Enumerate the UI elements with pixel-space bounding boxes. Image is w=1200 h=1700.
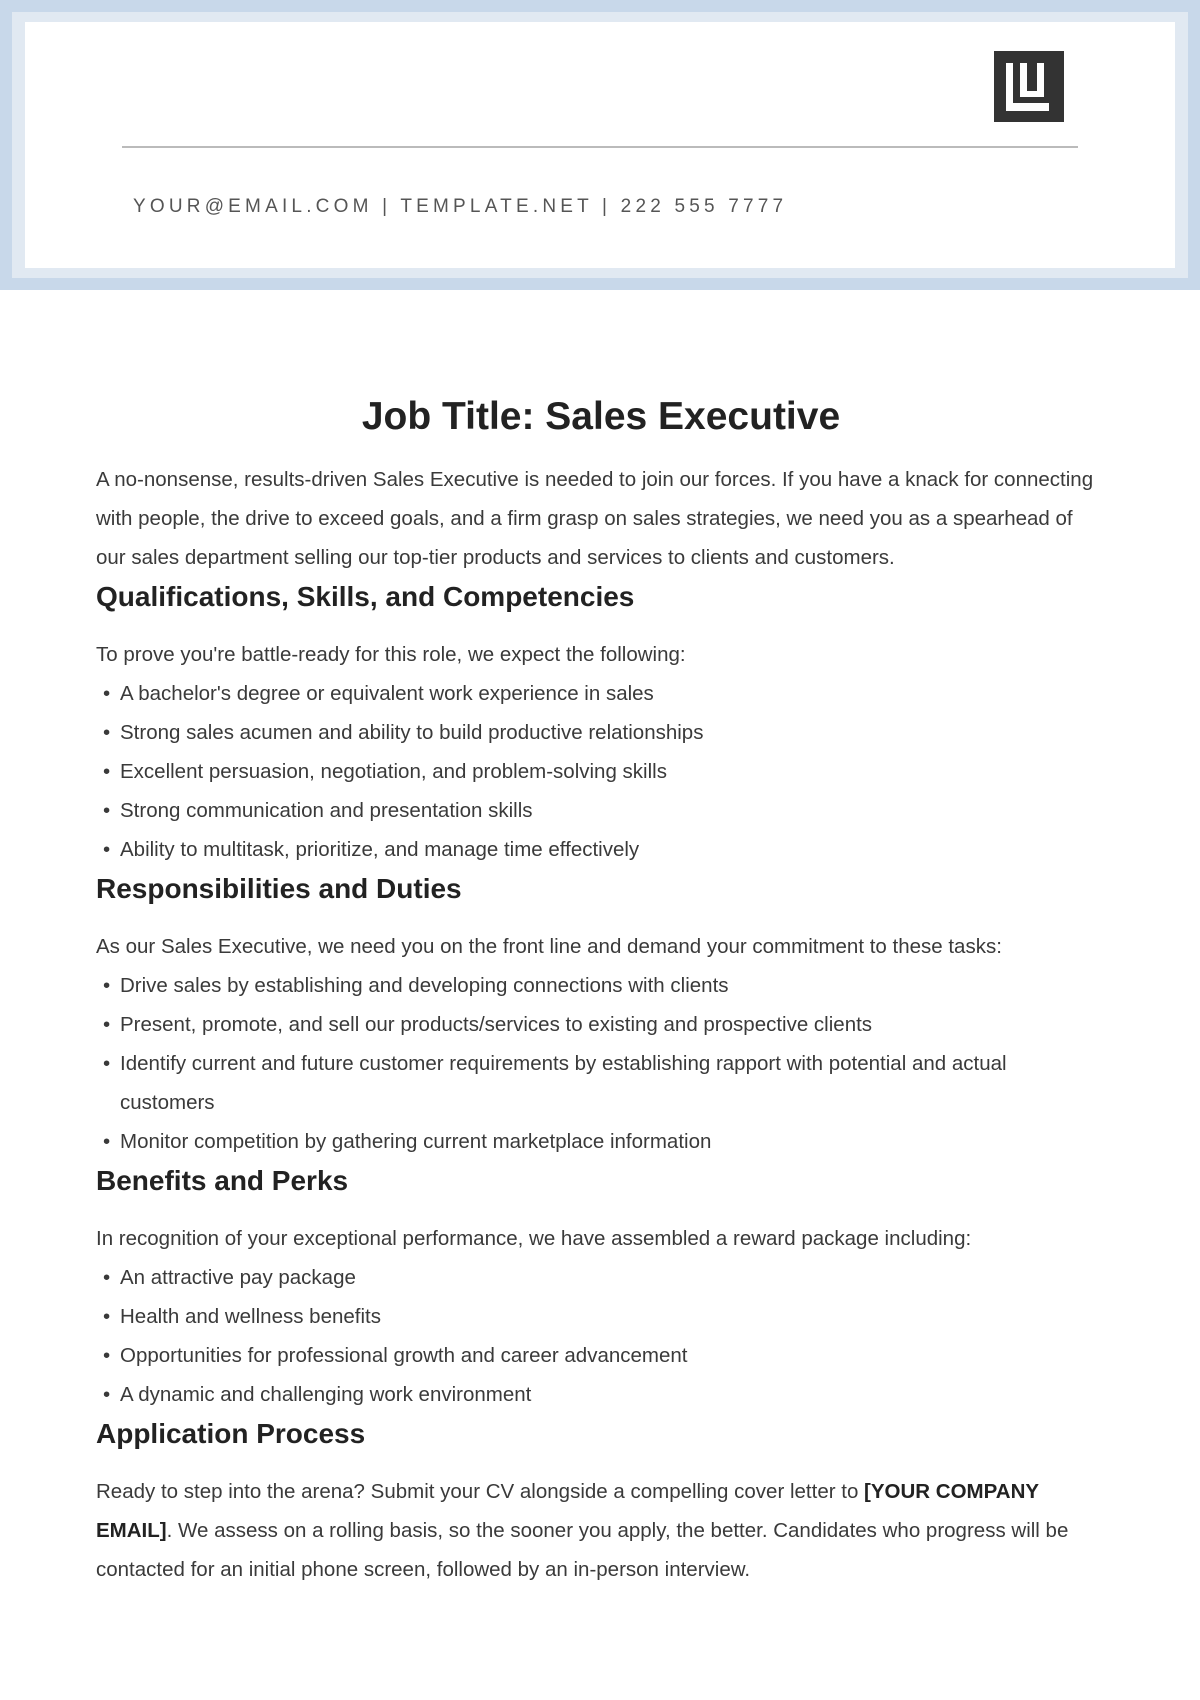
section-lead: In recognition of your exceptional performance, we have assembled a reward package including: — [96, 1227, 972, 1250]
list-item: • Excellent persuasion, negotiation, and problem-solving skills — [96, 752, 1106, 791]
section-heading: Benefits and Perks — [96, 1165, 349, 1196]
template-logo-icon — [994, 51, 1064, 122]
list-item: • Strong communication and presentation skills — [96, 791, 1106, 830]
section-heading: Application Process — [96, 1418, 366, 1449]
list-item: • An attractive pay package — [96, 1258, 1106, 1297]
application-text: Ready to step into the arena? Submit your CV alongside a compelling cover letter to — [96, 1480, 865, 1503]
header-divider — [122, 146, 1078, 148]
section-lead: To prove you're battle-ready for this role, we expect the following: — [96, 643, 686, 666]
section-heading: Qualifications, Skills, and Competencies — [96, 581, 635, 612]
contact-info: YOUR@EMAIL.COM | TEMPLATE.NET | 222 555 7777 — [133, 196, 788, 217]
list-item: • A dynamic and challenging work environment — [96, 1375, 1106, 1414]
job-title: Job Title: Sales Executive — [361, 395, 841, 438]
list-item: • A bachelor's degree or equivalent work experience in sales — [96, 674, 1106, 713]
list-item: • Opportunities for professional growth and career advancement — [96, 1336, 1106, 1375]
responsibilities-list — [96, 966, 1106, 1161]
document-body — [96, 392, 1106, 1589]
list-item: • Ability to multitask, prioritize, and manage time effectively — [96, 830, 1106, 869]
list-item: • Strong sales acumen and ability to build productive relationships — [96, 713, 1106, 752]
list-item: • Present, promote, and sell our products/services to existing and prospective clients — [96, 1005, 1106, 1044]
application-text: . We assess on a rolling basis, so the sooner you apply, the better. Candidates who progress will be contacted for an initial phone screen, followed by an in-person interview. — [96, 1519, 1069, 1581]
section-heading: Responsibilities and Duties — [96, 873, 462, 904]
benefits-list — [96, 1258, 1106, 1414]
qualifications-list — [96, 674, 1106, 869]
application-paragraph — [96, 1472, 1106, 1589]
company-email-placeholder: [YOUR COMPANY EMAIL] — [96, 1480, 1039, 1542]
list-item: • Drive sales by establishing and developing connections with clients — [96, 966, 1106, 1005]
intro-paragraph: A no-nonsense, results-driven Sales Executive is needed to join our forces. If you have a knack for connecting with people, the drive to exceed goals, and a firm grasp on sales strategies, we need you as a spearhead of our sales department selling our top-tier products and services to clients and customers. — [96, 468, 1094, 569]
list-item: • Monitor competition by gathering current marketplace information — [96, 1122, 1106, 1161]
list-item: • Identify current and future customer requirements by establishing rapport with potential and actual customers — [96, 1044, 1106, 1122]
list-item: • Health and wellness benefits — [96, 1297, 1106, 1336]
section-lead: As our Sales Executive, we need you on the front line and demand your commitment to these tasks: — [96, 935, 1002, 958]
